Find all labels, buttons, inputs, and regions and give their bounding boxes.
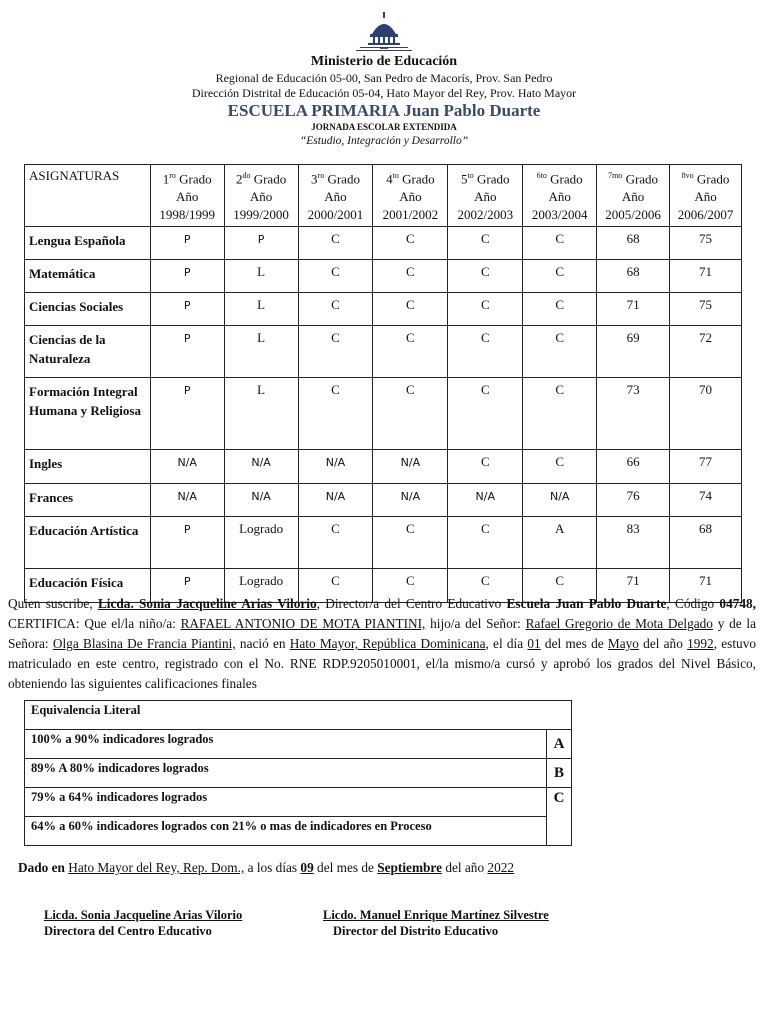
given-text: a los días: [244, 860, 301, 875]
given-year: 2022: [487, 860, 515, 875]
father-name: Rafael Gregorio de Mota Delgado: [525, 616, 713, 631]
grade-cell: 68: [597, 227, 670, 260]
equivalence-text: 89% A 80% indicadores logrados: [25, 759, 547, 788]
student-name: RAFAEL ANTONIO DE MOTA PIANTINI,: [180, 616, 426, 631]
grade-cell: C: [373, 378, 448, 450]
subject-cell: Frances: [25, 484, 151, 517]
grade-cell: L: [224, 326, 298, 378]
grade-cell: C: [298, 227, 373, 260]
table-row: [25, 517, 742, 569]
grade-cell: N/A: [150, 484, 224, 517]
grade-cell: C: [373, 517, 448, 569]
grade-header: $2^{do}$ Grado Año 1999/2000: [224, 165, 298, 227]
grade-cell: C: [373, 293, 448, 326]
grade-cell: C: [373, 569, 448, 603]
grade-header: $3^{ro}$ Grado Año 2000/2001: [298, 165, 373, 227]
grade-cell: 71: [597, 293, 670, 326]
grade-cell: P: [150, 517, 224, 569]
signature-left-name: Licda. Sonia Jacqueline Arias Vilorio: [44, 908, 243, 922]
grade-cell: 71: [670, 569, 742, 603]
school-name: Escuela Juan Pablo Duarte: [506, 596, 667, 611]
grade-cell: Logrado: [224, 569, 298, 603]
equivalence-text: 100% a 90% indicadores logrados: [25, 730, 547, 759]
cert-text: hijo/a del Señor:: [425, 616, 526, 631]
school-code: 04748,: [719, 596, 756, 611]
subject-cell: Educación Artística: [25, 517, 151, 569]
district-line: Dirección Distrital de Educación 05-04, Hato Mayor del Rey, Prov. Hato Mayor: [191, 86, 577, 100]
ministry-title: Ministerio de Educación: [310, 54, 458, 69]
grade-cell: N/A: [298, 450, 373, 484]
grade-cell: C: [523, 227, 597, 260]
grade-cell: C: [523, 326, 597, 378]
equivalence-title: Equivalencia Literal: [25, 701, 572, 730]
table-row: [25, 484, 742, 517]
equivalence-title-row: [25, 701, 572, 730]
grade-cell: N/A: [224, 484, 298, 517]
cert-text: , Código: [666, 596, 720, 611]
grade-cell: P: [150, 293, 224, 326]
subject-cell: Ciencias Sociales: [25, 293, 151, 326]
grade-cell: C: [298, 378, 373, 450]
grade-cell: N/A: [224, 450, 298, 484]
grade-cell: C: [523, 293, 597, 326]
grade-cell: C: [298, 517, 373, 569]
cert-text: Quien suscribe,: [8, 596, 98, 611]
grade-cell: C: [448, 293, 523, 326]
grade-header: $^{7mo}$ Grado Año 2005/2006: [597, 165, 670, 227]
cert-text: , el día: [485, 636, 528, 651]
grade-cell: P: [150, 326, 224, 378]
grade-header: $4^{to}$ Grado Año 2001/2002: [373, 165, 448, 227]
given-text: Dado en: [18, 860, 69, 875]
grade-cell: C: [373, 227, 448, 260]
grade-cell: C: [298, 326, 373, 378]
grades-table: [24, 164, 742, 603]
equivalence-letter: A: [547, 730, 572, 759]
birth-month: Mayo: [607, 636, 639, 651]
grade-cell: C: [448, 517, 523, 569]
schedule-line: JORNADA ESCOLAR EXTENDIDA: [311, 122, 457, 132]
grade-header: $^{8vo}$ Grado Año 2006/2007: [670, 165, 742, 227]
grade-cell: Logrado: [224, 517, 298, 569]
grade-cell: P: [150, 569, 224, 603]
grade-cell: C: [523, 260, 597, 293]
school-title: ESCUELA PRIMARIA Juan Pablo Duarte: [227, 101, 541, 120]
grade-cell: 76: [597, 484, 670, 517]
equivalence-text: 64% a 60% indicadores logrados con 21% o mas de indicadores en Proceso: [25, 817, 547, 846]
grade-cell: N/A: [373, 450, 448, 484]
cert-text: CERTIFICA: Que el/la niño/a:: [8, 616, 181, 631]
cert-text: y de la Señora:: [8, 616, 756, 651]
grade-cell: 74: [670, 484, 742, 517]
grade-cell: 66: [597, 450, 670, 484]
grade-cell: C: [298, 569, 373, 603]
grade-cell: 73: [597, 378, 670, 450]
grade-cell: C: [448, 260, 523, 293]
grade-cell: L: [224, 260, 298, 293]
cert-text: del mes de: [540, 636, 608, 651]
given-place: Hato Mayor del Rey, Rep. Dom.,: [68, 860, 245, 875]
regional-line: Regional de Educación 05-00, San Pedro de Macorís, Prov. San Pedro: [215, 71, 553, 85]
equivalence-row: [25, 817, 572, 846]
grade-header: $1^{ro}$ Grado Año 1998/1999: [150, 165, 224, 227]
cert-text: , Director/a del Centro Educativo: [316, 596, 507, 611]
cert-text: del año: [638, 636, 688, 651]
birth-day: 01: [527, 636, 541, 651]
grade-cell: C: [523, 450, 597, 484]
grade-cell: 71: [670, 260, 742, 293]
table-row: [25, 260, 742, 293]
grade-cell: C: [373, 326, 448, 378]
grade-cell: P: [150, 260, 224, 293]
cert-text: , estuvo matriculado en este centro, registrado con el No. RNE RDP.9205010001, el/la mismo/a cursó y aprobó los grados del Nivel Básico, obteniendo las siguientes calificaciones finales: [8, 636, 756, 691]
grade-cell: L: [224, 293, 298, 326]
table-row: [25, 326, 742, 378]
motto: “Estudio, Integración y Desarrollo”: [299, 135, 469, 147]
equivalence-letter: C: [547, 788, 572, 846]
grade-cell: 77: [670, 450, 742, 484]
subject-cell: Educación Física: [25, 569, 151, 603]
grade-cell: 72: [670, 326, 742, 378]
grade-cell: C: [448, 227, 523, 260]
grade-cell: P: [224, 227, 298, 260]
grade-cell: C: [298, 293, 373, 326]
grade-cell: C: [448, 378, 523, 450]
grade-cell: P: [150, 378, 224, 450]
grade-cell: C: [298, 260, 373, 293]
equivalence-text: 79% a 64% indicadores logrados: [25, 788, 547, 817]
grade-cell: 83: [597, 517, 670, 569]
grade-cell: N/A: [373, 484, 448, 517]
grade-cell: 75: [670, 227, 742, 260]
equivalence-letter: B: [547, 759, 572, 788]
grade-cell: 68: [670, 517, 742, 569]
ministry-logo: [320, 12, 448, 52]
birthplace: Hato Mayor, República Dominicana: [289, 636, 486, 651]
given-line: [18, 860, 514, 876]
grade-cell: 71: [597, 569, 670, 603]
grade-cell: 68: [597, 260, 670, 293]
grade-cell: 69: [597, 326, 670, 378]
grade-header: $5^{to}$ Grado Año 2002/2003: [448, 165, 523, 227]
grade-cell: C: [448, 450, 523, 484]
subject-cell: Ciencias de la Naturaleza: [25, 326, 151, 378]
signature-left: [44, 907, 242, 939]
signature-left-title: Directora del Centro Educativo: [44, 924, 212, 938]
grade-cell: C: [373, 260, 448, 293]
certification-text: [8, 594, 756, 694]
given-month: Septiembre: [377, 860, 442, 875]
given-text: del año: [442, 860, 488, 875]
subject-cell: Ingles: [25, 450, 151, 484]
grade-cell: L: [224, 378, 298, 450]
equivalence-row: [25, 730, 572, 759]
director-name: Licda. Sonia Jacqueline Arias Vilorio: [97, 596, 317, 611]
subject-cell: Matemática: [25, 260, 151, 293]
table-row: [25, 227, 742, 260]
grade-cell: N/A: [523, 484, 597, 517]
grade-cell: C: [448, 569, 523, 603]
signature-right-title: Director del Distrito Educativo: [333, 924, 499, 938]
table-header-row: [25, 165, 742, 227]
grade-cell: 70: [670, 378, 742, 450]
given-text: del mes de: [313, 860, 378, 875]
subject-cell: Formación Integral Humana y Religiosa: [25, 378, 151, 450]
equivalence-table: [24, 700, 572, 846]
cert-text: nació en: [235, 636, 290, 651]
grade-cell: C: [448, 326, 523, 378]
grade-cell: 75: [670, 293, 742, 326]
grade-cell: A: [523, 517, 597, 569]
grade-cell: N/A: [150, 450, 224, 484]
signature-right-name: Licdo. Manuel Enrique Martínez Silvestre: [323, 908, 549, 922]
mother-name: Olga Blasina De Francia Piantini,: [52, 636, 236, 651]
equivalence-row: [25, 788, 572, 817]
subject-header: ASIGNATURAS: [25, 165, 151, 227]
grade-header: $^{6to}$ Grado Año 2003/2004: [523, 165, 597, 227]
grade-cell: C: [523, 378, 597, 450]
equivalence-row: [25, 759, 572, 788]
grade-cell: C: [523, 569, 597, 603]
table-row: [25, 293, 742, 326]
grade-cell: N/A: [448, 484, 523, 517]
given-day: 09: [300, 860, 314, 875]
signature-right: [323, 907, 549, 939]
grade-cell: P: [150, 227, 224, 260]
subject-cell: Lengua Española: [25, 227, 151, 260]
grade-cell: N/A: [298, 484, 373, 517]
table-row: [25, 378, 742, 450]
birth-year: 1992: [687, 636, 714, 651]
table-row: [25, 450, 742, 484]
